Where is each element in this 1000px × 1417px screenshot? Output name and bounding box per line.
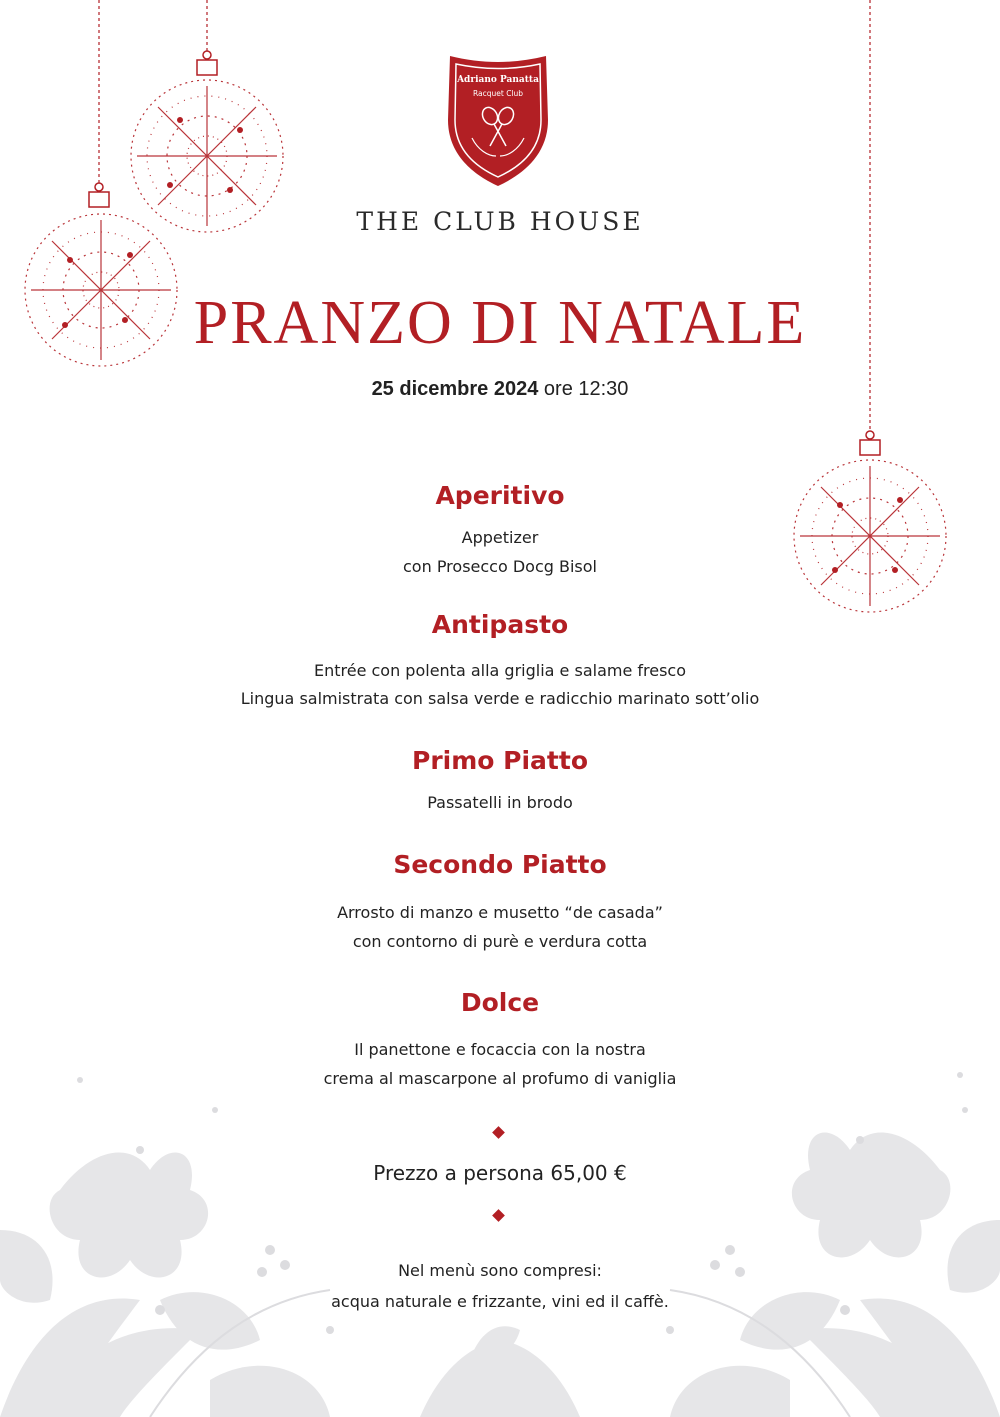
logo-name-text: Adriano Panatta (457, 75, 539, 85)
event-date-line (0, 378, 1000, 401)
course-line: Entrée con polenta alla griglia e salame fresco (313, 661, 687, 680)
logo-subtitle-text: Racquet Club (472, 89, 524, 98)
course-line: con contorno di purè e verdura cotta (352, 932, 648, 951)
included-note-heading: Nel menù sono compresi: (398, 1261, 602, 1280)
course-line: Arrosto di manzo e musetto “de casada” (337, 903, 663, 922)
course-line: Lingua salmistrata con salsa verde e radicchio marinato sott’olio (240, 689, 760, 708)
course-line: Passatelli in brodo (427, 793, 573, 812)
course-line: crema al mascarpone al profumo di vaniglia (323, 1069, 677, 1088)
price-per-person: Prezzo a persona 65,00 € (373, 1161, 627, 1185)
course-line: Il panettone e focaccia con la nostra (354, 1040, 646, 1059)
event-date: 25 dicembre 2024 (371, 378, 539, 400)
course-title-antipasto: Antipasto (431, 610, 569, 639)
event-time: ore 12:30 (543, 378, 629, 400)
diamond-divider-icon (492, 1209, 505, 1222)
club-crest-logo (442, 50, 554, 190)
included-note-text: acqua naturale e frizzante, vini ed il caffè. (331, 1292, 669, 1311)
course-line: con Prosecco Docg Bisol (403, 557, 597, 576)
course-title-primo: Primo Piatto (412, 746, 588, 775)
diamond-divider-icon (492, 1126, 505, 1139)
club-house-heading: THE CLUB HOUSE (356, 207, 644, 236)
course-line: Appetizer (461, 528, 539, 547)
page-title: PRANZO DI NATALE (193, 289, 807, 357)
course-title-aperitivo: Aperitivo (435, 481, 565, 510)
course-title-dolce: Dolce (460, 988, 540, 1017)
course-title-secondo: Secondo Piatto (393, 850, 607, 879)
